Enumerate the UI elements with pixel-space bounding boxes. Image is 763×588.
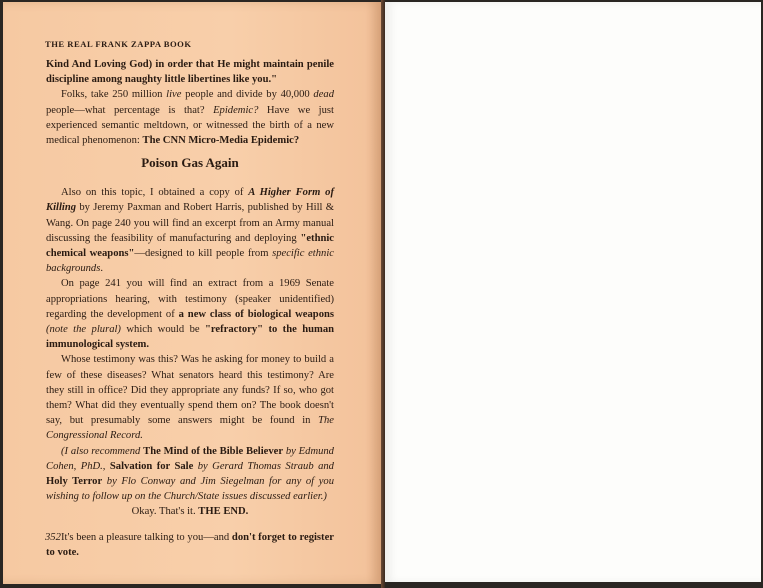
p8-b: don't forget to register to vote. bbox=[46, 531, 334, 558]
p4-d: (note the plural) bbox=[46, 324, 121, 336]
left-page bbox=[3, 2, 381, 584]
paragraph-4 bbox=[46, 276, 334, 352]
paragraph-5 bbox=[46, 352, 334, 443]
p3-g: . bbox=[100, 263, 103, 275]
p8-a: It's been a pleasure talking to you—and bbox=[61, 531, 232, 543]
paragraph-6 bbox=[46, 444, 334, 505]
p7-a: Okay. That's it. bbox=[131, 506, 199, 518]
p2-f: Epidemic? bbox=[213, 104, 259, 116]
p3-a: Also on this topic, I obtained a copy of bbox=[61, 187, 249, 199]
spacer bbox=[46, 520, 334, 530]
p3-d: "ethnic chemical weapons" bbox=[46, 232, 334, 260]
p3-e: —designed to kill people from bbox=[134, 248, 273, 260]
right-page-blank bbox=[385, 2, 761, 582]
p3-f: specific ethnic backgrounds bbox=[46, 248, 334, 275]
p3-b: A Higher Form of Killing bbox=[46, 187, 334, 214]
p6-d: Salvation for Sale bbox=[109, 460, 194, 472]
paragraph-3 bbox=[46, 185, 334, 276]
running-head: THE REAL FRANK ZAPPA BOOK bbox=[45, 39, 192, 49]
p5-a: Whose testimony was this? Was he asking for money to build a few of these diseases? What senators heard this testimony? Are they still in office? Did they appropriate any funds? If so, who got them? What did they eventually spend them on? The book doesn't say, but presumably some answers might be found in bbox=[46, 354, 334, 427]
paragraph-2 bbox=[46, 87, 334, 148]
p7-b: THE END. bbox=[198, 506, 249, 518]
paragraph-7 bbox=[46, 504, 334, 519]
p2-b: live bbox=[166, 89, 182, 101]
p6-a: (I also recommend bbox=[61, 445, 144, 457]
p6-c: by Edmund Cohen, PhD., bbox=[46, 445, 334, 472]
p2-a: Folks, take 250 million bbox=[61, 89, 167, 101]
p5-b: The Congressional Record. bbox=[46, 415, 334, 442]
p6-f: Holy Terror bbox=[46, 476, 103, 488]
p6-g: by Flo Conway and Jim Siegelman for any of you wishing to follow up on the Church/State issues discussed earlier.) bbox=[46, 476, 334, 503]
p4-a: On page 241 you will find an extract from a 1969 Senate appropriations hearing, with testimony (speaker unidentified) regarding the development of bbox=[46, 278, 334, 320]
p2-g: Have we just experienced semantic meltdown, or witnessed the birth of a new medical phenomenon: bbox=[46, 104, 334, 147]
p2-h: The CNN Micro-Media Epidemic? bbox=[142, 135, 300, 147]
paragraph-8 bbox=[46, 530, 334, 560]
page-number: 352 bbox=[45, 532, 61, 543]
p3-c: by Jeremy Paxman and Robert Harris, published by Hill & Wang. On page 240 you will find an excerpt from an Army manual discussing the feasibility of manufacturing and deploying bbox=[46, 202, 334, 244]
p4-f: "refractory" to the human immunological system. bbox=[46, 324, 335, 351]
paragraph-1 bbox=[46, 57, 334, 87]
p6-b: The Mind of the Bible Believer bbox=[143, 445, 284, 457]
p6-e: by Gerard Thomas Straub and bbox=[193, 460, 334, 472]
p2-e: people—what percentage is that? bbox=[46, 104, 214, 116]
p4-e: which would be bbox=[120, 324, 205, 336]
page-body bbox=[46, 57, 334, 560]
p2-c: people and divide by 40,000 bbox=[181, 89, 314, 101]
p2-d: dead bbox=[313, 89, 334, 101]
p1-text: Kind And Loving God) in order that He might maintain penile discipline among naughty little libertines like you." bbox=[46, 59, 334, 86]
p4-b: a new class of biological weapons bbox=[178, 308, 335, 320]
section-heading: Poison Gas Again bbox=[141, 155, 239, 171]
